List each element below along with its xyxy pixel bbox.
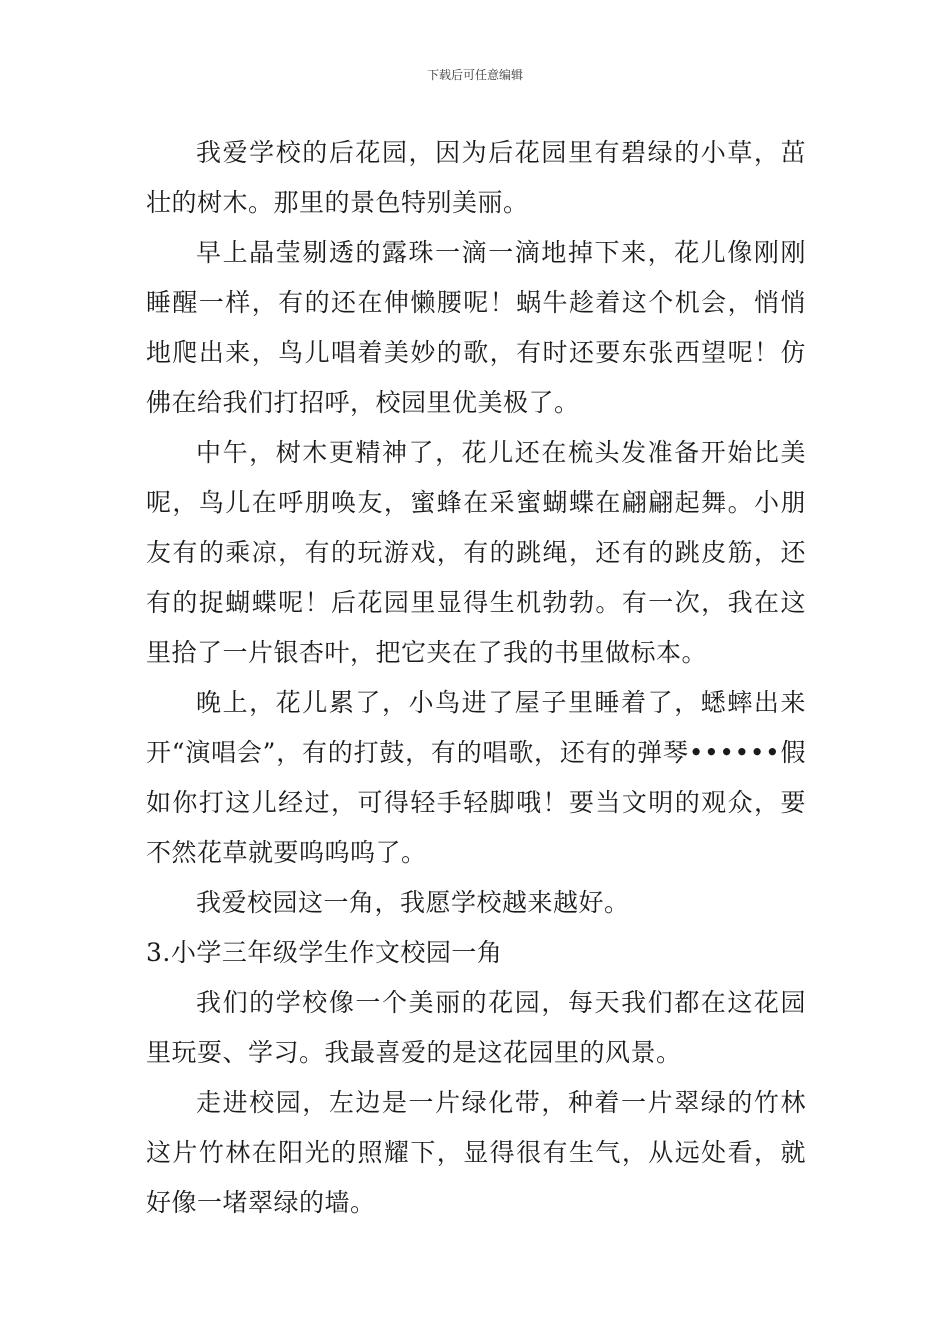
paragraph-noon: 中午，树木更精神了，花儿还在梳头发准备开始比美呢，鸟儿在呼朋唤友，蜜蜂在采蜜蝴蝶在翩翩起舞。小朋友有的乘凉，有的玩游戏，有的跳绳，还有的跳皮筋，还有的捉蝴蝶呢！后花园里显得生机勃勃。有一次，我在这里拾了一片银杏叶，把它夹在了我的书里做标本。	[146, 438, 806, 667]
paragraph-school-garden: 我们的学校像一个美丽的花园，每天我们都在这花园里玩耍、学习。我最喜爱的是这花园里的风景。	[146, 988, 806, 1067]
paragraph-conclusion: 我爱校园这一角，我愿学校越来越好。	[196, 888, 630, 917]
section-heading: 3.小学三年级学生作文校园一角	[146, 938, 503, 967]
document-body	[146, 128, 806, 1228]
paragraph-evening: 晚上，花儿累了，小鸟进了屋子里睡着了，蟋蟀出来开“演唱会”，有的打鼓，有的唱歌，还有的弹琴••••••假如你打这儿经过，可得轻手轻脚哦！要当文明的观众，要不然花草就要呜呜呜了。	[146, 688, 806, 867]
paragraph-intro: 我爱学校的后花园，因为后花园里有碧绿的小草，茁壮的树木。那里的景色特别美丽。	[146, 138, 806, 217]
page-header: 下载后可任意编辑	[426, 68, 523, 82]
paragraph-bamboo: 走进校园，左边是一片绿化带，种着一片翠绿的竹林这片竹林在阳光的照耀下，显得很有生气，从远处看，就好像一堵翠绿的墙。	[146, 1088, 806, 1217]
paragraph-morning: 早上晶莹剔透的露珠一滴一滴地掉下来，花儿像刚刚睡醒一样，有的还在伸懒腰呢！蜗牛趁着这个机会，悄悄地爬出来，鸟儿唱着美妙的歌，有时还要东张西望呢！仿佛在给我们打招呼，校园里优美极了。	[146, 238, 806, 417]
